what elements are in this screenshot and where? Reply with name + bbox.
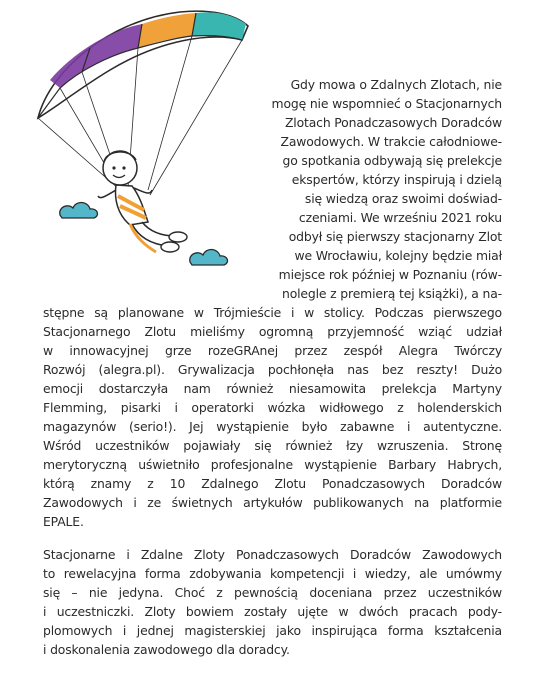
text-line: Gdy mowa o Zdalnych Zlotach, nie xyxy=(290,77,502,92)
text-line: odbył się pierwszy stacjonarny Zlot xyxy=(288,229,502,244)
text-line: Zlotach Ponadczasowych Doradców xyxy=(284,115,502,130)
cloud-icon xyxy=(60,202,98,218)
text-line: to rewelacyjna forma zdobywania kompetencji i wiedzy, ale umówmy xyxy=(43,566,502,581)
text-line: EPALE. xyxy=(43,514,84,529)
text-line: Zawodowych. W trakcie całodniowe- xyxy=(280,134,502,149)
text-line: emocji dostarczyła nam również niesamowita prelekcja Martyny xyxy=(43,381,502,396)
text-line: Zawodowych i ze świetnych artykułów publikowanych na platformie xyxy=(43,495,502,510)
text-line: Wśród uczestników pojawiały się również łzy wzruszenia. Stronę xyxy=(43,438,502,453)
cloud-icon xyxy=(190,249,228,265)
text-line: i uczestniczki. Zloty bowiem zostały ujęte w dwóch pracach pody- xyxy=(43,604,502,619)
text-line: merytoryczną uświetniło profesjonalne wystąpienie Barbary Habrych, xyxy=(43,457,502,472)
text-line: Stacjonarnego Zlotu mieliśmy ogromną przyjemność wziąć udział xyxy=(43,324,502,339)
text-line: Stacjonarne i Zdalne Zloty Ponadczasowych Doradców Zawodowych xyxy=(43,547,502,562)
text-line: stępne są planowane w Trójmieście i w stolicy. Podczas pierwszego xyxy=(43,305,502,320)
text-line: Flemming, pisarki i operatorki wózka widłowego z holenderskich xyxy=(43,400,502,415)
text-line: czeniami. We wrześniu 2021 roku xyxy=(298,210,502,225)
text-line: się – nie jedyna. Choć z pewnością doceniana przez uczestników xyxy=(43,585,502,600)
text-line: magazynów (serio!). Jej wystąpienie było zabawne i autentyczne. xyxy=(43,419,502,434)
paraglider-illustration xyxy=(20,0,260,285)
text-line: go spotkania odbywają się prelekcje xyxy=(282,153,502,168)
text-line: plomowych i jednej magisterskiej jako inspirująca forma kształcenia xyxy=(43,623,502,638)
text-line: nolegle z premierą tej książki), a na- xyxy=(282,286,502,301)
text-line: i doskonalenia zawodowego dla doradcy. xyxy=(43,642,290,657)
text-line: we Wrocławiu, kolejny będzie miał xyxy=(294,248,502,263)
text-line: miejsce rok później w Poznaniu (rów- xyxy=(278,267,502,282)
text-line: ekspertów, którzy inspirują i dzielą xyxy=(291,172,502,187)
text-line: którą znamy z 10 Zdalnego Zlotu Ponadczasowych Doradców xyxy=(43,476,502,491)
text-line: się wiedzą oraz swoimi doświad- xyxy=(304,191,502,206)
text-line: Rozwój (alegra.pl). Grywalizacja pochłonęła nas bez reszty! Dużo xyxy=(43,362,502,377)
text-line: w innowacyjnej grze rozeGRAnej przez zespół Alegra Twórczy xyxy=(43,343,502,358)
text-line: mogę nie wspomnieć o Stacjonarnych xyxy=(271,96,502,111)
